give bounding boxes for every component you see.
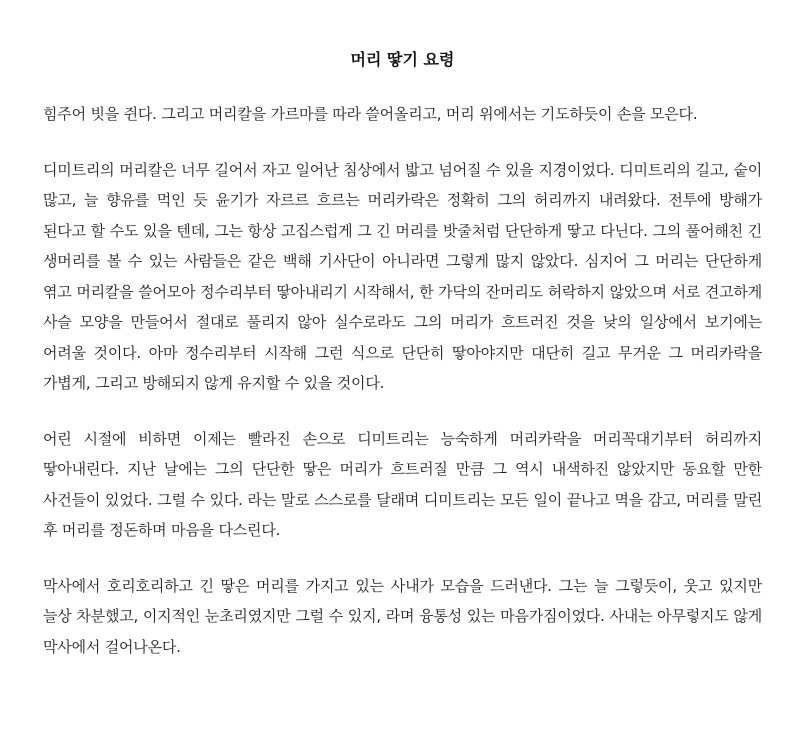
paragraph-4: 막사에서 호리호리하고 긴 땋은 머리를 가지고 있는 사내가 모습을 드러낸다. 그는 늘 그렇듯이, 웃고 있지만 늘상 차분했고, 이지적인 눈초리였지만 그럴 수 있지, 라며 융통성 있는 마음가짐이었다. 사내는 아무렇지도 않게 막사에서 걸어나온다. <box>43 576 762 656</box>
paragraph-2: 디미트리의 머리칼은 너무 길어서 자고 일어난 침상에서 밟고 넘어질 수 있을 지경이었다. 디미트리의 길고, 숱이 많고, 늘 향유를 먹인 듯 윤기가 자르르 흐르는 머리카락은 정확히 그의 허리까지 내려왔다. 전투에 방해가 된다고 할 수도 있을 텐데, 그는 항상 고집스럽게 그 긴 머리를 밧줄처럼 단단하게 땋고 다닌다. 그의 풀어해친 긴 생머리를 볼 수 있는 사람들은 같은 백해 기사단이 아니라면 그렇게 많지 않았다. 심지어 그 머리는 단단하게 엮고 머리칼을 쓸어모아 정수리부터 땋아내리기 시작해서, 한 가닥의 잔머리도 허락하지 않았으며 서로 견고하게 사슬 모양을 만들어서 절대로 풀리지 않아 실수로라도 그의 머리가 흐트러진 것을 낮의 일상에서 보기에는 어려울 것이다. 아마 정수리부터 시작해 그런 식으로 단단히 땋아야지만 대단히 길고 무거운 그 머리카락을 가볍게, 그리고 방해되지 않게 유지할 수 있을 것이다. <box>43 160 762 392</box>
paragraph-3: 어린 시절에 비하면 이제는 빨라진 손으로 디미트리는 능숙하게 머리카락을 머리꼭대기부터 허리까지 땋아내린다. 지난 날에는 그의 단단한 땋은 머리가 흐트러질 만큼 그 역시 내색하진 않았지만 동요할 만한 사건들이 있었다. 그럴 수 있다. 라는 말로 스스로를 달래며 디미트리는 모든 일이 끝나고 멱을 감고, 머리를 말린 후 머리를 정돈하며 마음을 다스린다. <box>43 429 762 539</box>
paragraph-1: 힘주어 빗을 쥔다. 그리고 머리칼을 가르마를 따라 쓸어올리고, 머리 위에서는 기도하듯이 손을 모은다. <box>43 105 698 123</box>
document-title: 머리 땋기 요령 <box>350 50 455 69</box>
